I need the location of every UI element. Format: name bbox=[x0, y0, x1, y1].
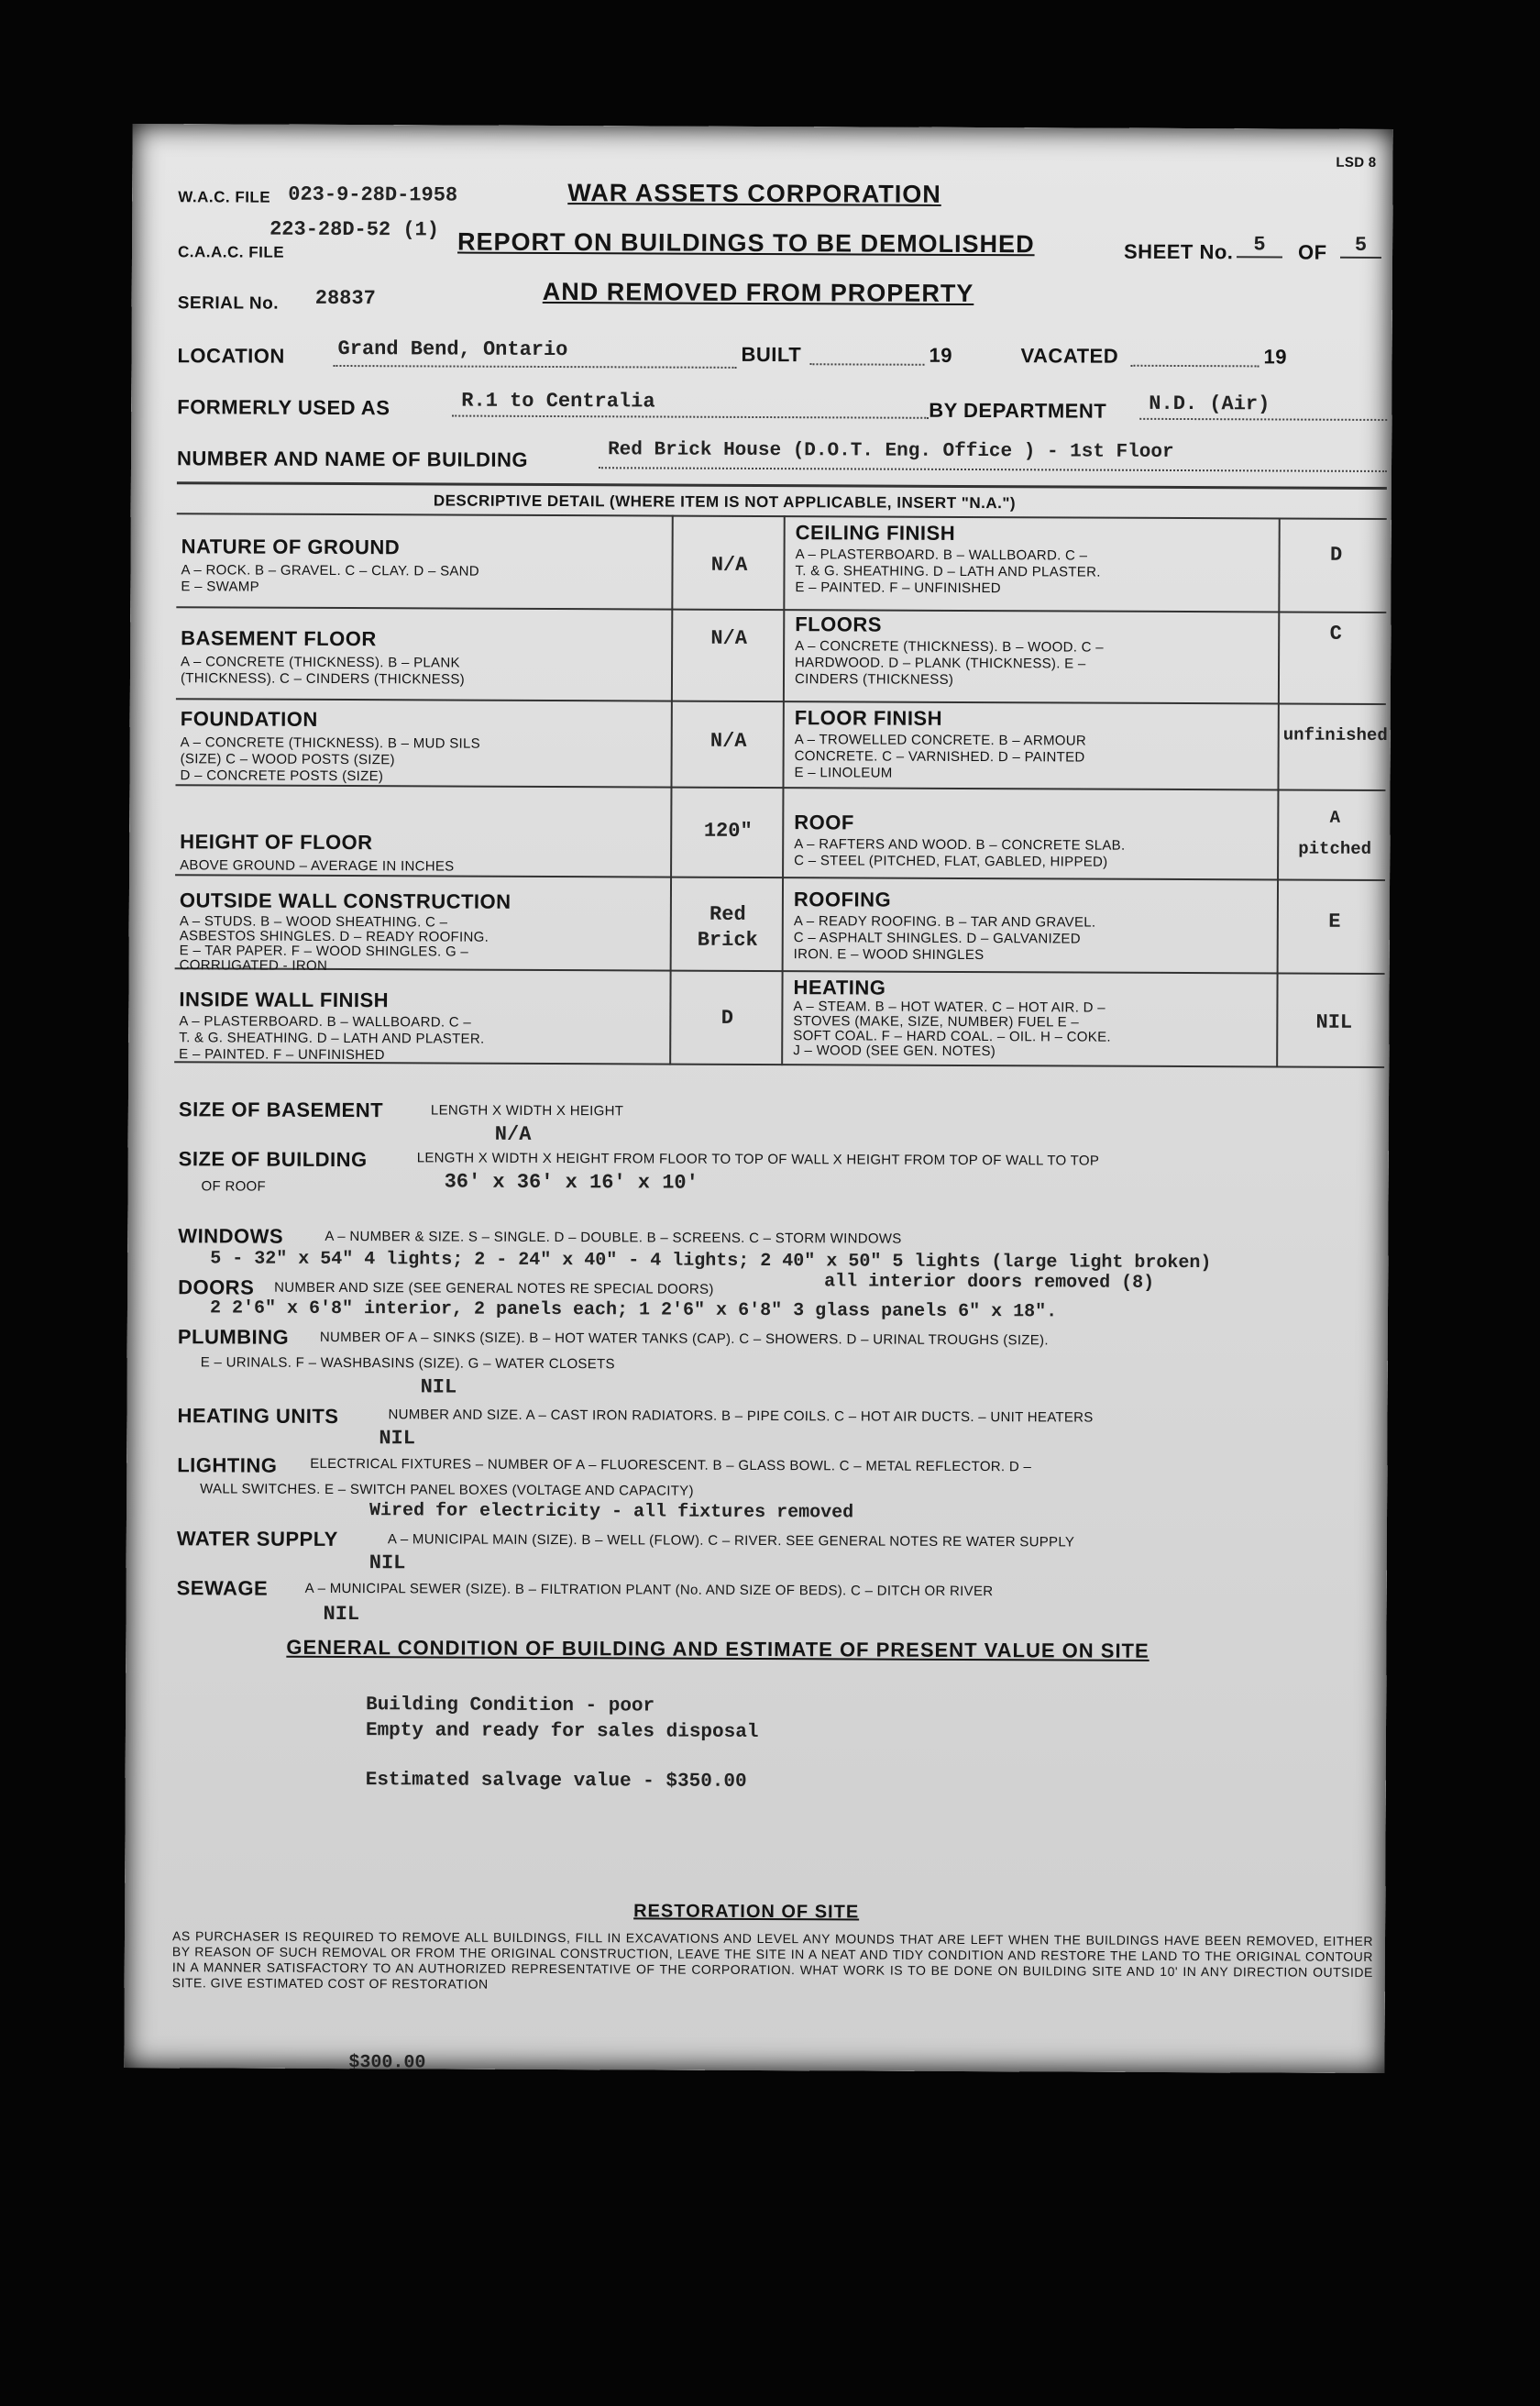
nature-of-ground-title: NATURE OF GROUND bbox=[181, 535, 401, 559]
heating-units-value: NIL bbox=[379, 1427, 416, 1451]
heating-units-desc: NUMBER AND SIZE. A – CAST IRON RADIATORS. B – PIPE COILS. C – HOT AIR DUCTS. – UNIT HEATERS bbox=[388, 1407, 1094, 1426]
serial-number: 28837 bbox=[314, 286, 376, 311]
roofing-title: ROOFING bbox=[793, 888, 892, 911]
heating-cell bbox=[793, 976, 1111, 1060]
general-condition-title: GENERAL CONDITION OF BUILDING AND ESTIMATE OF PRESENT VALUE ON SITE bbox=[286, 1635, 1150, 1662]
size-of-building-label: SIZE OF BUILDING bbox=[178, 1147, 368, 1172]
floor-finish-desc: A – TROWELLED CONCRETE. B – ARMOUR CONCRETE. C – VARNISHED. D – PAINTED E – LINOLEUM bbox=[794, 732, 1087, 781]
location-label: LOCATION bbox=[177, 344, 285, 368]
heating-desc: A – STEAM. B – HOT WATER. C – HOT AIR. D – STOVES (MAKE, SIZE, NUMBER) FUEL E – SOFT COAL. F – HARD COAL. – OIL. H – COKE. J – WOOD (SEE GEN. NOTES) bbox=[793, 999, 1111, 1060]
water-supply-label: WATER SUPPLY bbox=[176, 1527, 338, 1551]
outside-wall-desc: A – STUDS. B – WOOD SHEATHING. C – ASBESTOS SHINGLES. D – READY ROOFING. E – TAR PAPER. F – WOOD SHINGLES. G – CORRUGATED - IRON bbox=[179, 913, 490, 974]
ceiling-finish-title: CEILING FINISH bbox=[795, 521, 956, 545]
formerly-used-value: R.1 to Centralia bbox=[461, 389, 655, 414]
outside-wall-cell bbox=[180, 888, 512, 975]
foundation-title: FOUNDATION bbox=[180, 707, 318, 731]
windows-value: 5 - 32" x 54" 4 lights; 2 - 24" x 40" - 4 lights; 2 40" x 50" 5 lights (large light broken) bbox=[210, 1248, 1212, 1275]
built-label: BUILT bbox=[741, 342, 802, 367]
nature-of-ground-value: N/A bbox=[710, 553, 748, 577]
form-subtitle-2: AND REMOVED FROM PROPERTY bbox=[542, 277, 974, 308]
building-label: NUMBER AND NAME OF BUILDING bbox=[176, 447, 529, 471]
floors-desc: A – CONCRETE (THICKNESS). B – WOOD. C – HARDWOOD. D – PLANK (THICKNESS). E – CINDERS (THICKNESS) bbox=[794, 638, 1104, 688]
lighting-label: LIGHTING bbox=[177, 1453, 278, 1477]
condition-line-1: Building Condition - poor bbox=[366, 1694, 655, 1717]
sheet-number: 5 bbox=[1237, 233, 1282, 258]
sheet-label: SHEET No. bbox=[1123, 239, 1234, 264]
nature-of-ground-cell bbox=[181, 535, 479, 596]
basement-floor-title: BASEMENT FLOOR bbox=[181, 626, 377, 651]
floor-finish-title: FLOOR FINISH bbox=[794, 706, 943, 730]
ceiling-finish-desc: A – PLASTERBOARD. B – WALLBOARD. C – T. & G. SHEATHING. D – LATH AND PLASTER. E – PAINTED. F – UNFINISHED bbox=[795, 546, 1101, 597]
size-of-building-value: 36' x 36' x 16' x 10' bbox=[444, 1170, 698, 1195]
height-of-floor-desc: ABOVE GROUND – AVERAGE IN INCHES bbox=[180, 857, 455, 875]
foundation-cell bbox=[180, 707, 480, 785]
location-value: Grand Bend, Ontario bbox=[337, 337, 568, 362]
roofing-value: E bbox=[1328, 910, 1341, 933]
lighting-desc: ELECTRICAL FIXTURES – NUMBER OF A – FLUORESCENT. B – GLASS BOWL. C – METAL REFLECTOR. D – bbox=[310, 1455, 1032, 1475]
lighting-desc-2: WALL SWITCHES. E – SWITCH PANEL BOXES (VOLTAGE AND CAPACITY) bbox=[200, 1481, 694, 1499]
plumbing-desc: NUMBER OF A – SINKS (SIZE). B – HOT WATER TANKS (CAP). C – SHOWERS. D – URINAL TROUGHS (SIZE). bbox=[319, 1329, 1049, 1349]
sewage-desc: A – MUNICIPAL SEWER (SIZE). B – FILTRATION PLANT (No. AND SIZE OF BEDS). C – DITCH OR RIVER bbox=[304, 1580, 994, 1600]
size-of-building-desc-2: OF ROOF bbox=[201, 1178, 267, 1195]
vacated-year: 19 bbox=[1263, 345, 1288, 369]
size-of-basement-desc: LENGTH X WIDTH X HEIGHT bbox=[430, 1102, 624, 1120]
foundation-desc: A – CONCRETE (THICKNESS). B – MUD SILS (SIZE) C – WOOD POSTS (SIZE) D – CONCRETE POSTS (SIZE) bbox=[180, 734, 481, 785]
ceiling-finish-cell bbox=[795, 521, 1101, 597]
height-of-floor-title: HEIGHT OF FLOOR bbox=[180, 830, 373, 855]
ceiling-finish-value: D bbox=[1329, 543, 1343, 567]
restoration-cost: $300.00 bbox=[348, 2052, 426, 2074]
size-of-basement-label: SIZE OF BASEMENT bbox=[178, 1098, 384, 1122]
form-code: LSD 8 bbox=[1336, 154, 1377, 171]
inside-wall-value: D bbox=[720, 1006, 734, 1030]
floors-cell bbox=[795, 613, 1104, 689]
heating-value: NIL bbox=[1315, 1010, 1353, 1034]
caac-file-value: 223-28D-52 (1) bbox=[270, 217, 440, 242]
form-title: WAR ASSETS CORPORATION bbox=[567, 179, 941, 208]
roofing-cell bbox=[794, 888, 1096, 964]
wac-file-label: W.A.C. FILE bbox=[178, 188, 271, 206]
doors-label: DOORS bbox=[178, 1275, 255, 1299]
vacated-label: VACATED bbox=[1020, 344, 1119, 368]
size-of-basement-value: N/A bbox=[494, 1122, 532, 1146]
doors-value-2: 2 2'6" x 6'8" interior, 2 panels each; 1 2'6" x 6'8" 3 glass panels 6" x 18". bbox=[209, 1297, 1058, 1323]
descriptive-detail-title: DESCRIPTIVE DETAIL (WHERE ITEM IS NOT APPLICABLE, INSERT "N.A.") bbox=[433, 491, 1017, 513]
restoration-text: AS PURCHASER IS REQUIRED TO REMOVE ALL BUILDINGS, FILL IN EXCAVATIONS AND LEVEL ANY MOUNDS THAT ARE LEFT WHEN THE BUILDINGS HAVE BEEN REMOVED, EITHER BY REASON OF SUCH REMOVAL OR FROM THE ORIGINAL CONSTRUCTION, LEAVE THE SITE IN A NEAT AND TIDY CONDITION AND RESTORE THE LAND TO THE ORIGINAL CONTOUR IN A MANNER SATISFACTORY TO AN AUTHORIZED REPRESENTATIVE OF THE CORPORATION. WHAT WORK IS TO BE DONE ON BUILDING SITE AND 10' IN ANY DIRECTION OUTSIDE SITE. GIVE ESTIMATED COST OF RESTORATION bbox=[171, 1928, 1374, 1992]
height-of-floor-value: 120" bbox=[703, 819, 753, 843]
wac-file-value: 023-9-28D-1958 bbox=[288, 182, 458, 207]
foundation-value: N/A bbox=[710, 729, 747, 753]
plumbing-label: PLUMBING bbox=[177, 1325, 290, 1349]
formerly-used-label: FORMERLY USED AS bbox=[177, 395, 390, 420]
heating-title: HEATING bbox=[793, 976, 886, 999]
basement-floor-value: N/A bbox=[710, 626, 748, 650]
roof-value: A pitched bbox=[1298, 807, 1372, 859]
condition-line-2: Empty and ready for sales disposal bbox=[365, 1720, 759, 1744]
inside-wall-cell bbox=[179, 988, 485, 1064]
water-supply-desc: A – MUNICIPAL MAIN (SIZE). B – WELL (FLOW). C – RIVER. SEE GENERAL NOTES RE WATER SUPPLY bbox=[387, 1531, 1075, 1551]
roofing-desc: A – READY ROOFING. B – TAR AND GRAVEL. C – ASPHALT SHINGLES. D – GALVANIZED IRON. E – WOOD SHINGLES bbox=[793, 913, 1096, 964]
serial-label: SERIAL No. bbox=[177, 293, 280, 314]
roof-cell bbox=[794, 811, 1126, 871]
plumbing-desc-2: E – URINALS. F – WASHBASINS (SIZE). G – WATER CLOSETS bbox=[200, 1354, 615, 1373]
roof-desc: A – RAFTERS AND WOOD. B – CONCRETE SLAB. C – STEEL (PITCHED, FLAT, GABLED, HIPPED) bbox=[794, 836, 1126, 870]
nature-of-ground-desc: A – ROCK. B – GRAVEL. C – CLAY. D – SAND E – SWAMP bbox=[181, 562, 480, 595]
floors-value: C bbox=[1329, 622, 1342, 646]
department-value: N.D. (Air) bbox=[1149, 392, 1270, 416]
floor-finish-value: unfinished bbox=[1282, 724, 1388, 745]
basement-floor-cell bbox=[181, 626, 465, 688]
inside-wall-title: INSIDE WALL FINISH bbox=[179, 988, 390, 1012]
size-of-building-desc: LENGTH X WIDTH X HEIGHT FROM FLOOR TO TOP OF WALL X HEIGHT FROM TOP OF WALL TO TOP bbox=[416, 1150, 1100, 1169]
floors-title: FLOORS bbox=[795, 613, 882, 636]
floor-finish-cell bbox=[795, 706, 1087, 782]
building-value: Red Brick House (D.O.T. Eng. Office ) - 1st Floor bbox=[608, 439, 1174, 463]
condition-line-3: Estimated salvage value - $350.00 bbox=[365, 1770, 747, 1793]
windows-desc: A – NUMBER & SIZE. S – SINGLE. D – DOUBLE. B – SCREENS. C – STORM WINDOWS bbox=[324, 1228, 902, 1247]
plumbing-value: NIL bbox=[420, 1375, 457, 1399]
built-year: 19 bbox=[929, 343, 953, 367]
height-of-floor-cell bbox=[180, 830, 455, 875]
sewage-label: SEWAGE bbox=[176, 1576, 269, 1600]
inside-wall-desc: A – PLASTERBOARD. B – WALLBOARD. C – T. & G. SHEATHING. D – LATH AND PLASTER. E – PAINTED. F – UNFINISHED bbox=[179, 1013, 485, 1064]
of-label: OF bbox=[1297, 240, 1327, 264]
form-sheet bbox=[124, 124, 1392, 2073]
form-subtitle: REPORT ON BUILDINGS TO BE DEMOLISHED bbox=[457, 227, 1035, 259]
restoration-title: RESTORATION OF SITE bbox=[633, 1901, 860, 1923]
water-supply-value: NIL bbox=[368, 1551, 406, 1575]
sewage-value: NIL bbox=[323, 1602, 360, 1627]
heating-units-label: HEATING UNITS bbox=[177, 1404, 339, 1429]
doors-desc: NUMBER AND SIZE (SEE GENERAL NOTES RE SPECIAL DOORS) bbox=[274, 1279, 714, 1297]
basement-floor-desc: A – CONCRETE (THICKNESS). B – PLANK (THICKNESS). C – CINDERS (THICKNESS) bbox=[180, 654, 466, 688]
caac-file-label: C.A.A.C. FILE bbox=[177, 243, 285, 261]
doors-value-1: all interior doors removed (8) bbox=[824, 1271, 1155, 1294]
outside-wall-title: OUTSIDE WALL CONSTRUCTION bbox=[179, 888, 512, 913]
lighting-value: Wired for electricity - all fixtures removed bbox=[368, 1500, 854, 1524]
windows-label: WINDOWS bbox=[178, 1224, 284, 1248]
roof-title: ROOF bbox=[794, 811, 854, 834]
department-label: BY DEPARTMENT bbox=[929, 398, 1107, 423]
outside-wall-value: Red Brick bbox=[697, 902, 758, 952]
sheet-total: 5 bbox=[1340, 234, 1381, 259]
